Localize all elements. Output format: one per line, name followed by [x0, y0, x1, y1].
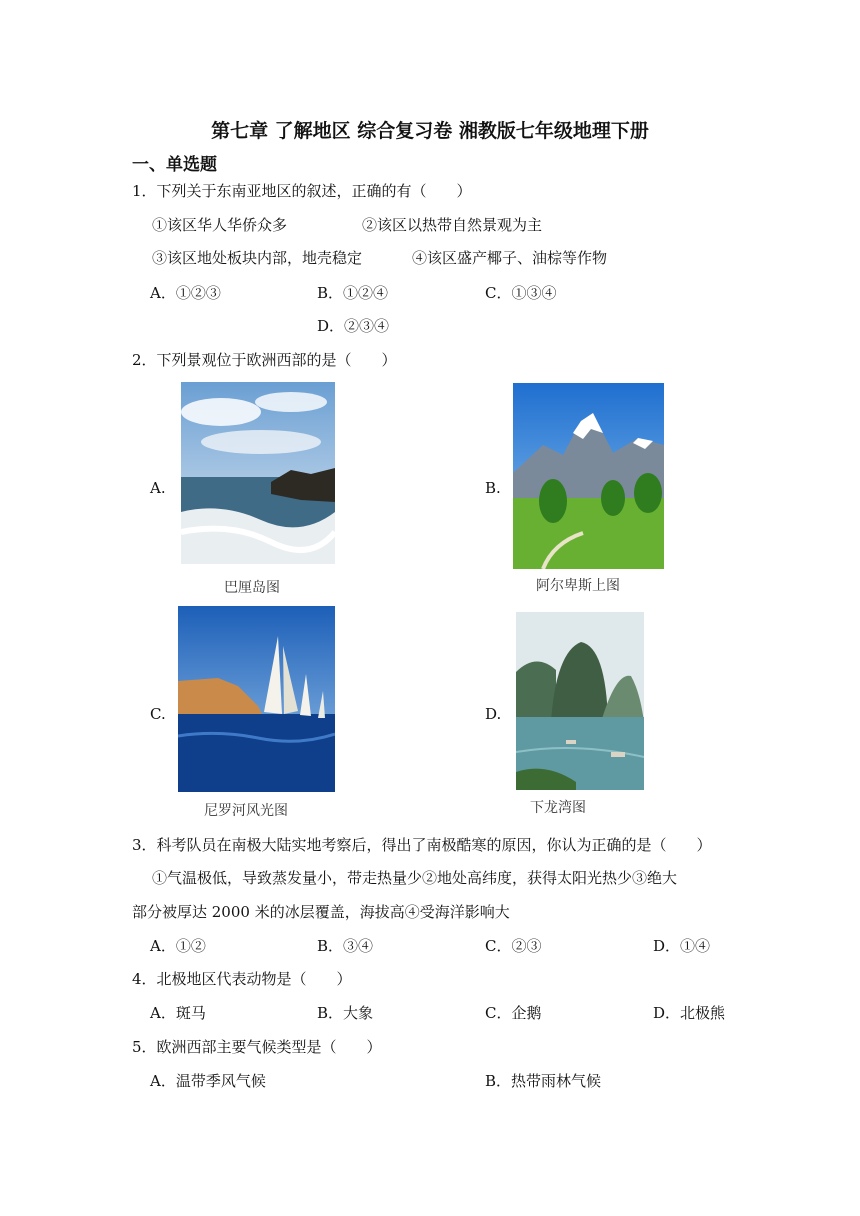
q1-stem: 1．下列关于东南亚地区的叙述，正确的有（ ）: [132, 182, 472, 200]
q2-stem: 2．下列景观位于欧洲西部的是（ ）: [132, 351, 397, 369]
q3-option-b[interactable]: B．③④: [317, 937, 374, 955]
q1-statement-4: ④该区盛产椰子、油棕等作物: [412, 249, 608, 267]
q1-statement-3: ③该区地处板块内部，地壳稳定: [152, 249, 363, 267]
q4-option-c[interactable]: C．企鹅: [485, 1004, 542, 1022]
halong-bay-photo: [516, 612, 644, 790]
bali-caption: 巴厘岛图: [224, 580, 280, 596]
q1-statement-1: ①该区华人华侨众多: [152, 216, 288, 234]
document-title: 第七章 了解地区 综合复习卷 湘教版七年级地理下册: [211, 120, 649, 142]
q1-option-c[interactable]: C．①③④: [485, 284, 557, 302]
nile-scenery-photo: [178, 606, 335, 792]
q1-option-a[interactable]: A．①②③: [150, 284, 221, 302]
q2-option-a[interactable]: A.: [150, 479, 166, 497]
q3-stem: 3．科考队员在南极大陆实地考察后，得出了南极酷寒的原因，你认为正确的是（ ）: [132, 836, 712, 854]
alps-photo: [513, 383, 664, 569]
bali-coast-photo: [181, 382, 335, 564]
q1-statement-2: ②该区以热带自然景观为主: [362, 216, 543, 234]
q5-stem: 5．欧洲西部主要气候类型是（ ）: [132, 1038, 382, 1056]
halong-caption: 下龙湾图: [530, 800, 586, 816]
alps-caption: 阿尔卑斯上图: [536, 578, 620, 594]
q4-option-a[interactable]: A．斑马: [150, 1004, 206, 1022]
q4-option-b[interactable]: B．大象: [317, 1004, 374, 1022]
q3-option-d[interactable]: D．①④: [653, 937, 711, 955]
q1-option-d[interactable]: D．②③④: [317, 317, 390, 335]
q4-stem: 4．北极地区代表动物是（ ）: [132, 970, 352, 988]
q1-option-b[interactable]: B．①②④: [317, 284, 389, 302]
q3-option-c[interactable]: C．②③: [485, 937, 542, 955]
q5-option-a[interactable]: A．温带季风气候: [150, 1072, 266, 1090]
section-heading: 一、单选题: [132, 155, 217, 175]
q4-option-d[interactable]: D．北极熊: [653, 1004, 726, 1022]
q2-option-c[interactable]: C.: [150, 705, 166, 723]
q2-option-d[interactable]: D.: [485, 705, 502, 723]
q3-option-a[interactable]: A．①②: [150, 937, 206, 955]
q5-option-b[interactable]: B．热带雨林气候: [485, 1072, 602, 1090]
q2-option-b[interactable]: B.: [485, 479, 501, 497]
nile-caption: 尼罗河风光图: [204, 803, 288, 819]
q3-statement-line-1: ①气温极低，导致蒸发量小，带走热量少②地处高纬度，获得太阳光热少③绝大: [152, 869, 678, 887]
q3-statement-line-2: 部分被厚达 2000 米的冰层覆盖，海拔高④受海洋影响大: [132, 903, 510, 921]
